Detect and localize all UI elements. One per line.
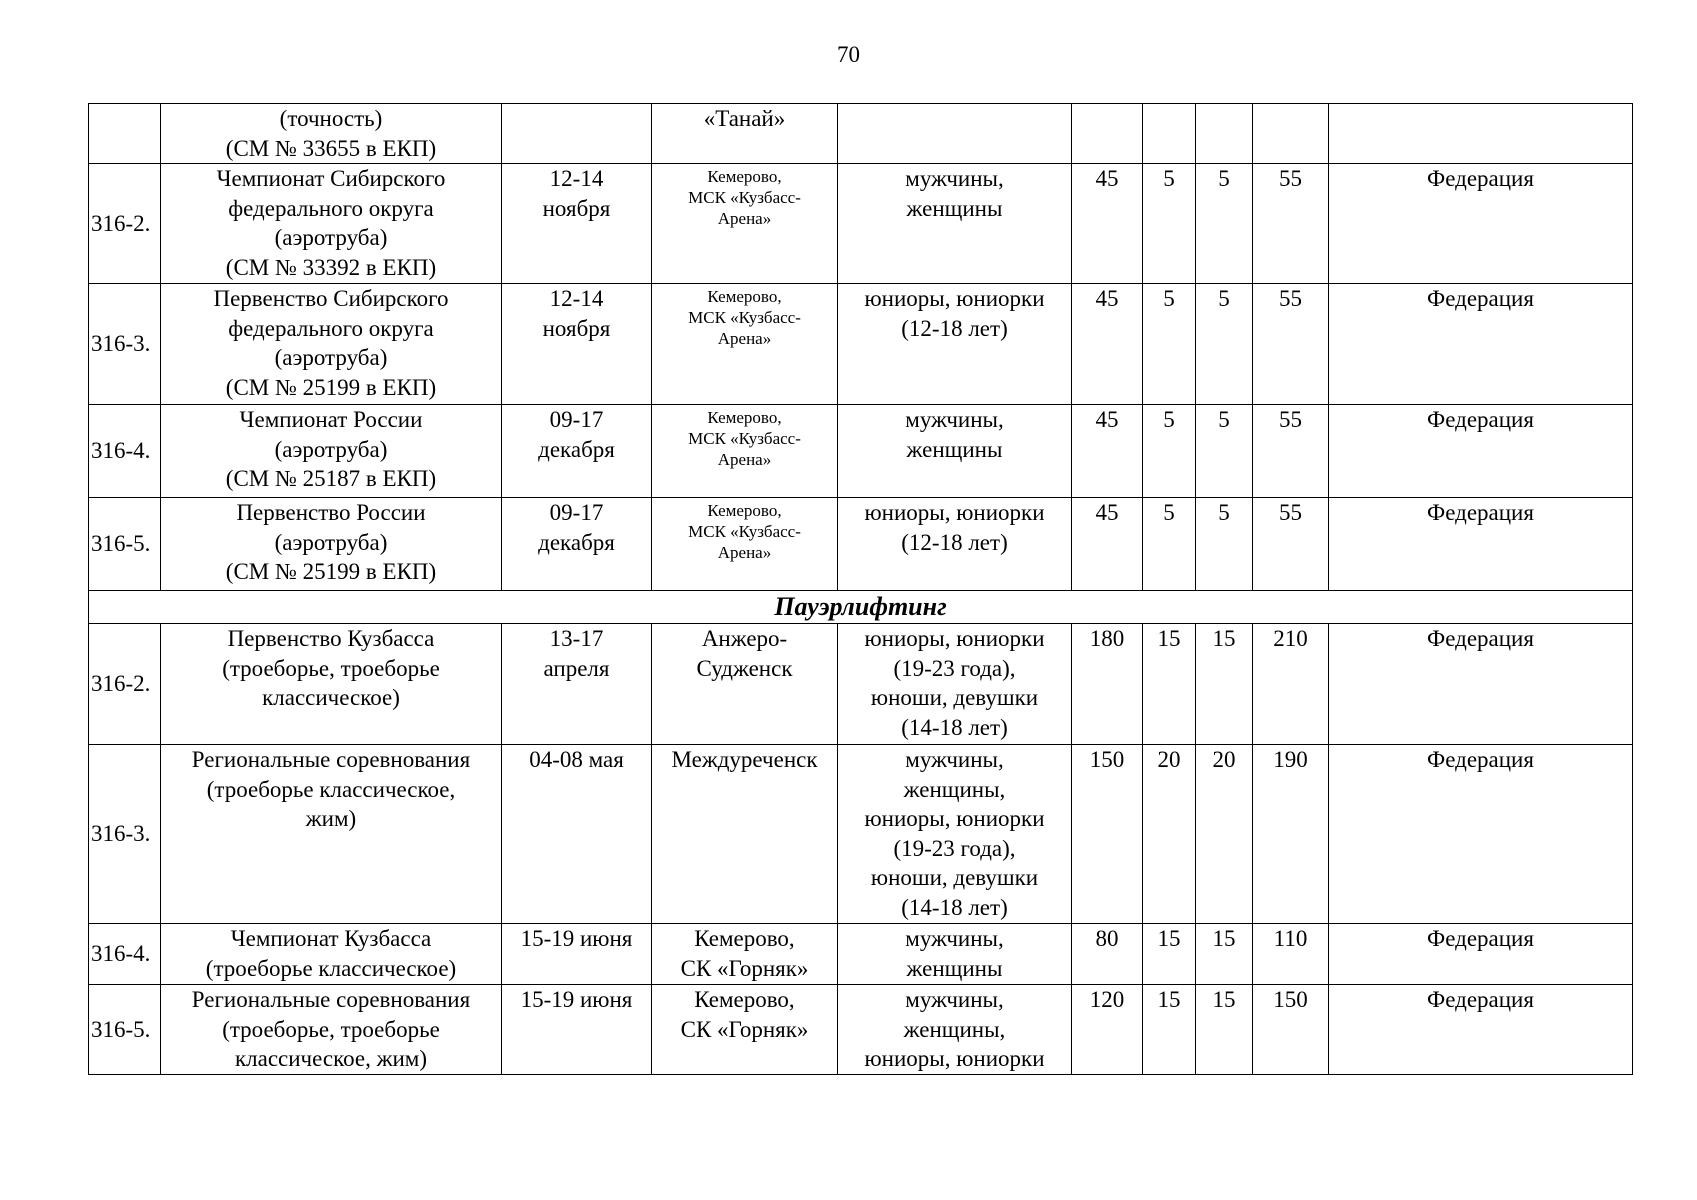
event-venue: Кемерово, МСК «Кузбасс- Арена» (652, 405, 838, 498)
event-organizer: Федерация (1329, 498, 1633, 591)
event-name: Региональные соревнования (троеборье, троеборье классическое, жим) (161, 985, 502, 1075)
count-total: 150 (1253, 985, 1329, 1075)
event-venue: Кемерово, СК «Горняк» (652, 924, 838, 985)
count-2: 5 (1143, 405, 1196, 498)
event-number: 316-4. (89, 405, 161, 498)
count-total (1253, 104, 1329, 164)
event-participants: юниоры, юниорки (12-18 лет) (838, 284, 1072, 405)
count-3: 5 (1196, 405, 1253, 498)
event-number: 316-3. (89, 284, 161, 405)
event-participants: юниоры, юниорки (12-18 лет) (838, 498, 1072, 591)
event-venue: Кемерово, МСК «Кузбасс- Арена» (652, 164, 838, 284)
count-2: 20 (1143, 745, 1196, 924)
event-venue: «Танай» (652, 104, 838, 164)
event-participants: мужчины, женщины (838, 164, 1072, 284)
event-venue: Междуреченск (652, 745, 838, 924)
event-number (89, 104, 161, 164)
table-row (89, 924, 1633, 985)
count-total: 55 (1253, 405, 1329, 498)
event-participants: юниоры, юниорки (19-23 года), юноши, девушки (14-18 лет) (838, 624, 1072, 745)
count-2 (1143, 104, 1196, 164)
table-row (89, 284, 1633, 405)
event-organizer: Федерация (1329, 745, 1633, 924)
event-number: 316-5. (89, 985, 161, 1075)
event-organizer: Федерация (1329, 405, 1633, 498)
count-1: 80 (1072, 924, 1143, 985)
count-1: 150 (1072, 745, 1143, 924)
count-3: 5 (1196, 284, 1253, 405)
section-title: Пауэрлифтинг (89, 591, 1633, 624)
event-organizer: Федерация (1329, 924, 1633, 985)
table-row (89, 624, 1633, 745)
count-1: 45 (1072, 284, 1143, 405)
count-2: 5 (1143, 284, 1196, 405)
page-number: 70 (837, 42, 860, 67)
count-total: 190 (1253, 745, 1329, 924)
event-organizer: Федерация (1329, 624, 1633, 745)
count-2: 15 (1143, 985, 1196, 1075)
count-total: 55 (1253, 498, 1329, 591)
count-total: 55 (1253, 164, 1329, 284)
count-3: 20 (1196, 745, 1253, 924)
event-number: 316-3. (89, 745, 161, 924)
event-number: 316-5. (89, 498, 161, 591)
count-3: 5 (1196, 498, 1253, 591)
table-row (89, 498, 1633, 591)
event-name: (точность) (СМ № 33655 в ЕКП) (161, 104, 502, 164)
event-name: Первенство Сибирского федерального округа (аэротруба) (СМ № 25199 в ЕКП) (161, 284, 502, 405)
count-1: 45 (1072, 164, 1143, 284)
count-3: 15 (1196, 624, 1253, 745)
event-participants (838, 104, 1072, 164)
table-row (89, 745, 1633, 924)
event-organizer: Федерация (1329, 985, 1633, 1075)
event-dates: 09-17 декабря (502, 405, 652, 498)
table-row (89, 164, 1633, 284)
count-2: 5 (1143, 498, 1196, 591)
event-name: Чемпионат Кузбасса (троеборье классическое) (161, 924, 502, 985)
count-1: 45 (1072, 498, 1143, 591)
table-row (89, 985, 1633, 1075)
count-1 (1072, 104, 1143, 164)
event-participants: мужчины, женщины, юниоры, юниорки (838, 985, 1072, 1075)
event-name: Первенство России (аэротруба) (СМ № 25199 в ЕКП) (161, 498, 502, 591)
event-venue: Кемерово, МСК «Кузбасс- Арена» (652, 498, 838, 591)
count-3: 15 (1196, 985, 1253, 1075)
event-number: 316-4. (89, 924, 161, 985)
count-2: 15 (1143, 624, 1196, 745)
event-dates: 13-17 апреля (502, 624, 652, 745)
event-participants: мужчины, женщины (838, 924, 1072, 985)
event-participants: мужчины, женщины, юниоры, юниорки (19-23 года), юноши, девушки (14-18 лет) (838, 745, 1072, 924)
event-organizer: Федерация (1329, 164, 1633, 284)
event-name: Региональные соревнования (троеборье классическое, жим) (161, 745, 502, 924)
event-dates: 15-19 июня (502, 985, 652, 1075)
count-1: 180 (1072, 624, 1143, 745)
event-dates (502, 104, 652, 164)
table-row (89, 405, 1633, 498)
count-total: 110 (1253, 924, 1329, 985)
event-participants: мужчины, женщины (838, 405, 1072, 498)
count-1: 120 (1072, 985, 1143, 1075)
event-dates: 15-19 июня (502, 924, 652, 985)
count-3: 15 (1196, 924, 1253, 985)
event-organizer (1329, 104, 1633, 164)
count-3 (1196, 104, 1253, 164)
event-organizer: Федерация (1329, 284, 1633, 405)
count-2: 5 (1143, 164, 1196, 284)
event-name: Чемпионат России (аэротруба) (СМ № 25187 в ЕКП) (161, 405, 502, 498)
count-1: 45 (1072, 405, 1143, 498)
event-name: Чемпионат Сибирского федерального округа (аэротруба) (СМ № 33392 в ЕКП) (161, 164, 502, 284)
event-venue: Анжеро- Судженск (652, 624, 838, 745)
count-2: 15 (1143, 924, 1196, 985)
event-dates: 12-14 ноября (502, 284, 652, 405)
event-dates: 12-14 ноября (502, 164, 652, 284)
events-table (88, 103, 1633, 1075)
section-row (89, 591, 1633, 624)
count-3: 5 (1196, 164, 1253, 284)
count-total: 55 (1253, 284, 1329, 405)
event-name: Первенство Кузбасса (троеборье, троеборье классическое) (161, 624, 502, 745)
event-dates: 04-08 мая (502, 745, 652, 924)
event-dates: 09-17 декабря (502, 498, 652, 591)
count-total: 210 (1253, 624, 1329, 745)
event-number: 316-2. (89, 624, 161, 745)
event-number: 316-2. (89, 164, 161, 284)
event-venue: Кемерово, СК «Горняк» (652, 985, 838, 1075)
event-venue: Кемерово, МСК «Кузбасс- Арена» (652, 284, 838, 405)
table-row (89, 104, 1633, 164)
